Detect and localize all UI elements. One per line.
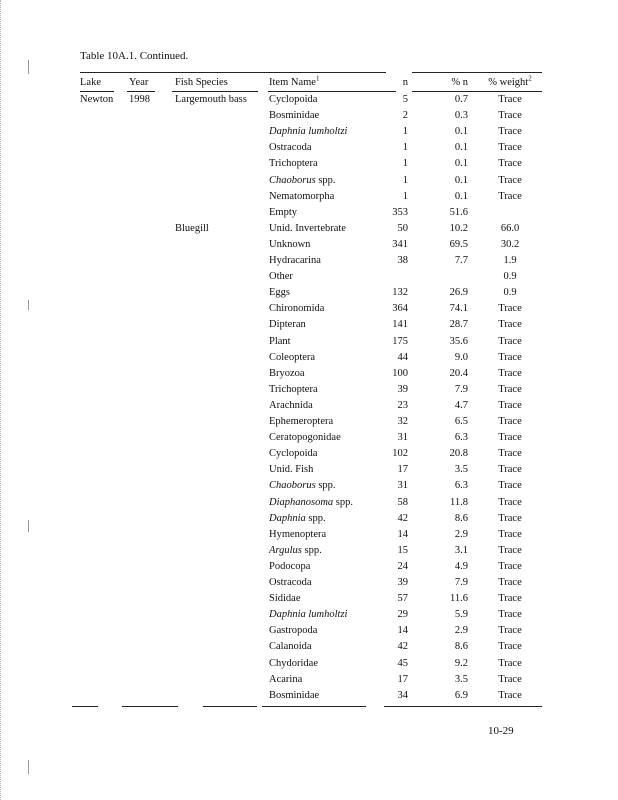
item-name-text: Chydoridae [269, 657, 318, 669]
cell-item-name [269, 302, 324, 316]
cell-percent-weight: Trace [498, 110, 522, 122]
cell-item-name [269, 689, 319, 703]
cell-item-name [269, 367, 305, 381]
cell-percent-n: 26.9 [449, 287, 468, 299]
cell-n: 341 [392, 238, 408, 250]
cell-percent-weight: Trace [498, 528, 522, 540]
item-name-text: Daphnia [269, 512, 306, 524]
cell-item-name [269, 125, 347, 139]
cell-percent-weight: Trace [498, 142, 522, 154]
cell-n: 39 [397, 383, 408, 395]
header-item-footnote: 1 [315, 74, 320, 83]
cell-percent-weight: Trace [498, 609, 522, 621]
cell-item-name [269, 576, 312, 590]
table-bottom-rule [122, 706, 178, 707]
cell-percent-weight: 1.9 [503, 255, 517, 266]
cell-percent-weight: 66.0 [500, 222, 520, 234]
cell-percent-n: 8.6 [454, 641, 468, 653]
cell-item-name [269, 431, 341, 445]
item-name-text: Argulus [269, 544, 302, 556]
cell-item-name [269, 399, 313, 413]
cell-percent-n: 74.1 [449, 303, 468, 315]
cell-n: 42 [397, 641, 408, 653]
cell-year: 1998 [129, 94, 150, 105]
cell-fish-species: Bluegill [175, 222, 209, 234]
cell-item-name [269, 608, 347, 622]
cell-item-name [269, 512, 326, 526]
cell-item-name [269, 93, 317, 107]
item-name-text: Hymenoptera [269, 528, 327, 540]
header-underline [127, 91, 155, 92]
cell-item-name [269, 335, 291, 349]
item-name-text: Other [269, 271, 293, 283]
cell-percent-weight: Trace [498, 94, 522, 105]
header-percent-n: % n [451, 77, 468, 88]
header-year: Year [129, 77, 149, 88]
item-name-text: Ephemeroptera [269, 416, 334, 427]
item-name-text: Bryozoa [269, 367, 305, 379]
item-name-suffix: spp. [305, 512, 326, 524]
item-name-text: Ostracoda [269, 577, 312, 588]
item-name-text: Unid. Invertebrate [269, 222, 346, 234]
cell-percent-n: 0.1 [454, 158, 468, 170]
cell-percent-n: 3.5 [454, 673, 468, 685]
header-item-name [269, 76, 319, 90]
cell-percent-weight: 0.9 [503, 287, 517, 299]
table-bottom-rule [384, 706, 542, 707]
cell-item-name [269, 318, 306, 332]
cell-item-name [269, 141, 312, 155]
cell-item-name [269, 496, 353, 510]
item-name-text: Daphnia lumholtzi [269, 126, 348, 138]
cell-n: 57 [397, 593, 408, 605]
cell-percent-n: 69.5 [449, 238, 468, 250]
cell-percent-weight: Trace [498, 657, 522, 669]
item-name-text: Chaoborus [269, 174, 316, 186]
cell-percent-weight: Trace [498, 174, 522, 186]
cell-n: 42 [397, 512, 408, 524]
cell-percent-weight: Trace [498, 303, 522, 315]
cell-item-name [269, 479, 336, 493]
cell-percent-weight: Trace [498, 673, 522, 685]
cell-percent-weight: Trace [498, 512, 522, 524]
cell-percent-weight: Trace [498, 190, 522, 202]
cell-item-name [269, 592, 301, 606]
cell-n: 175 [392, 335, 408, 347]
item-name-text: Bosminidae [269, 110, 320, 122]
header-underline [172, 91, 258, 92]
cell-n: 31 [397, 480, 408, 492]
cell-item-name [269, 254, 321, 268]
cell-percent-weight: Trace [498, 577, 522, 588]
cell-percent-weight: Trace [498, 383, 522, 395]
cell-percent-n: 20.8 [449, 448, 468, 460]
cell-n: 58 [397, 496, 408, 508]
cell-n: 1 [402, 142, 408, 154]
cell-n: 14 [397, 528, 408, 540]
margin-mark [28, 60, 29, 74]
cell-item-name [269, 174, 336, 188]
cell-n: 100 [392, 367, 408, 379]
cell-n: 34 [397, 689, 408, 701]
cell-percent-n: 5.9 [454, 609, 468, 621]
cell-percent-n: 28.7 [449, 319, 468, 331]
cell-item-name [269, 415, 333, 429]
item-name-text: Eggs [269, 287, 290, 299]
cell-percent-n: 6.9 [454, 689, 468, 701]
cell-item-name [269, 238, 310, 252]
cell-percent-n: 0.7 [454, 94, 468, 105]
cell-n: 44 [397, 351, 408, 363]
table-top-rule-right [412, 72, 542, 73]
cell-n: 5 [402, 94, 408, 105]
item-name-text: Gastropoda [269, 625, 318, 637]
cell-item-name [269, 544, 322, 558]
cell-item-name [269, 560, 310, 574]
cell-n: 17 [397, 464, 408, 476]
cell-percent-n: 2.9 [454, 625, 468, 637]
cell-item-name [269, 624, 317, 638]
cell-percent-n: 7.7 [454, 255, 468, 266]
item-name-text: Plant [269, 335, 291, 347]
cell-percent-weight: Trace [498, 432, 522, 444]
item-name-text: Cyclopoida [269, 94, 318, 105]
table-bottom-rule [203, 706, 257, 707]
item-name-text: Trichoptera [269, 158, 318, 170]
cell-item-name [269, 673, 302, 687]
cell-percent-weight: Trace [498, 448, 522, 460]
item-name-text: Dipteran [269, 319, 306, 331]
cell-n: 24 [397, 560, 408, 572]
cell-fish-species: Largemouth bass [175, 94, 247, 105]
cell-item-name [269, 383, 318, 397]
cell-percent-n: 11.6 [450, 593, 468, 605]
item-name-text: Calanoida [269, 641, 312, 653]
cell-n: 141 [392, 319, 408, 331]
cell-n: 39 [397, 577, 408, 588]
cell-n: 14 [397, 625, 408, 637]
cell-n: 1 [402, 158, 408, 170]
cell-percent-weight: Trace [498, 319, 522, 331]
item-name-text: Acarina [269, 673, 303, 685]
cell-percent-n: 35.6 [449, 335, 468, 347]
cell-percent-weight: Trace [498, 544, 522, 556]
cell-item-name [269, 206, 297, 220]
cell-percent-weight: Trace [498, 560, 522, 572]
cell-percent-weight: Trace [498, 416, 522, 427]
cell-percent-n: 20.4 [449, 367, 468, 379]
cell-n: 353 [392, 206, 408, 218]
cell-percent-n: 9.0 [454, 351, 468, 363]
header-lake: Lake [80, 77, 101, 88]
cell-percent-n: 10.2 [449, 222, 468, 234]
cell-item-name [269, 657, 318, 671]
cell-percent-weight: Trace [498, 480, 522, 492]
item-name-suffix: spp. [315, 174, 336, 186]
cell-n: 132 [392, 287, 408, 299]
cell-item-name [269, 528, 326, 542]
cell-percent-n: 6.3 [454, 432, 468, 444]
cell-item-name [269, 109, 319, 123]
header-percent-weight-text: % weight [488, 77, 529, 88]
cell-n: 45 [397, 657, 408, 669]
header-n: n [402, 77, 408, 88]
cell-percent-n: 0.1 [454, 142, 468, 154]
item-name-suffix: spp. [315, 480, 336, 492]
cell-percent-weight: Trace [498, 496, 522, 508]
cell-percent-weight: Trace [498, 689, 522, 701]
cell-n: 23 [397, 399, 408, 411]
cell-item-name [269, 447, 317, 461]
cell-percent-n: 6.3 [454, 480, 468, 492]
item-name-text: Sididae [269, 593, 301, 605]
margin-mark [28, 520, 29, 532]
cell-item-name [269, 222, 346, 236]
item-name-text: Hydracarina [269, 255, 321, 266]
cell-item-name [269, 463, 313, 477]
item-name-text: Coleoptera [269, 351, 316, 363]
cell-lake: Newton [80, 94, 114, 105]
cell-n: 31 [397, 432, 408, 444]
cell-item-name [269, 157, 318, 171]
cell-percent-weight: Trace [498, 399, 522, 411]
cell-item-name [269, 640, 312, 654]
cell-percent-n: 7.9 [454, 383, 468, 395]
cell-percent-n: 51.6 [449, 206, 468, 218]
table-bottom-rule [262, 706, 366, 707]
item-name-text: Nematomorpha [269, 190, 335, 202]
cell-percent-n: 8.6 [454, 512, 468, 524]
cell-n: 1 [402, 190, 408, 202]
cell-n: 1 [402, 174, 408, 186]
cell-percent-weight: Trace [498, 335, 522, 347]
header-underline [412, 91, 542, 92]
cell-n: 50 [397, 222, 408, 234]
item-name-text: Unid. Fish [269, 464, 314, 476]
header-fish-species: Fish Species [175, 77, 228, 88]
cell-item-name [269, 190, 334, 204]
cell-n: 29 [397, 609, 408, 621]
cell-percent-n: 0.1 [454, 126, 468, 138]
item-name-suffix: spp. [333, 496, 354, 508]
header-weight-footnote: 2 [528, 74, 532, 83]
cell-percent-weight: 30.2 [500, 238, 520, 250]
cell-n: 364 [392, 303, 408, 315]
item-name-text: Chaoborus [269, 480, 316, 492]
item-name-text: Daphnia lumholtzi [269, 609, 348, 621]
cell-n: 32 [397, 416, 408, 427]
cell-percent-n: 9.2 [454, 657, 468, 669]
cell-percent-n: 4.7 [454, 399, 468, 411]
item-name-text: Cyclopoida [269, 448, 318, 460]
item-name-text: Empty [269, 206, 297, 218]
cell-percent-n: 4.9 [454, 560, 468, 572]
header-underline [80, 91, 114, 92]
cell-percent-n: 6.5 [454, 416, 468, 427]
cell-percent-n: 0.1 [454, 174, 468, 186]
item-name-text: Ostracoda [269, 142, 312, 154]
cell-percent-weight: Trace [498, 625, 522, 637]
item-name-text: Diaphanosoma [269, 496, 334, 508]
cell-percent-n: 3.5 [454, 464, 468, 476]
cell-percent-n: 0.3 [454, 110, 468, 122]
cell-n: 17 [397, 673, 408, 685]
item-name-text: Trichoptera [269, 383, 318, 395]
item-name-text: Chironomida [269, 303, 325, 315]
cell-n: 102 [392, 448, 408, 460]
cell-percent-n: 11.8 [450, 496, 468, 508]
header-percent-weight [478, 76, 542, 90]
item-name-text: Podocopa [269, 560, 311, 572]
cell-percent-n: 7.9 [454, 577, 468, 588]
table-bottom-rule [72, 706, 98, 707]
cell-percent-weight: Trace [498, 641, 522, 653]
table-top-rule [80, 72, 386, 73]
cell-percent-n: 0.1 [454, 190, 468, 202]
cell-percent-weight: Trace [498, 593, 522, 605]
cell-n: 2 [402, 110, 408, 122]
table-caption: Table 10A.1. Continued. [80, 50, 189, 62]
cell-percent-weight: Trace [498, 367, 522, 379]
header-underline [268, 91, 396, 92]
cell-percent-weight: Trace [498, 126, 522, 138]
header-item-name-text: Item Name [269, 77, 316, 88]
cell-item-name [269, 286, 290, 300]
item-name-text: Bosminidae [269, 689, 320, 701]
cell-n: 1 [402, 126, 408, 138]
margin-mark [28, 760, 29, 774]
cell-percent-n: 3.1 [454, 544, 468, 556]
cell-item-name [269, 351, 315, 365]
cell-percent-n: 2.9 [454, 528, 468, 540]
cell-n: 38 [397, 255, 408, 266]
cell-n: 15 [397, 544, 408, 556]
item-name-suffix: spp. [301, 544, 322, 556]
page-number: 10-29 [488, 725, 514, 737]
cell-percent-weight: Trace [498, 351, 522, 363]
item-name-text: Ceratopogonidae [269, 432, 341, 444]
cell-percent-weight: Trace [498, 464, 522, 476]
cell-item-name [269, 270, 293, 284]
scan-edge-artifact [0, 0, 7, 800]
cell-percent-weight: 0.9 [503, 271, 517, 283]
cell-percent-weight: Trace [498, 158, 522, 170]
item-name-text: Arachnida [269, 399, 313, 411]
item-name-text: Unknown [269, 238, 311, 250]
margin-mark [28, 300, 29, 310]
